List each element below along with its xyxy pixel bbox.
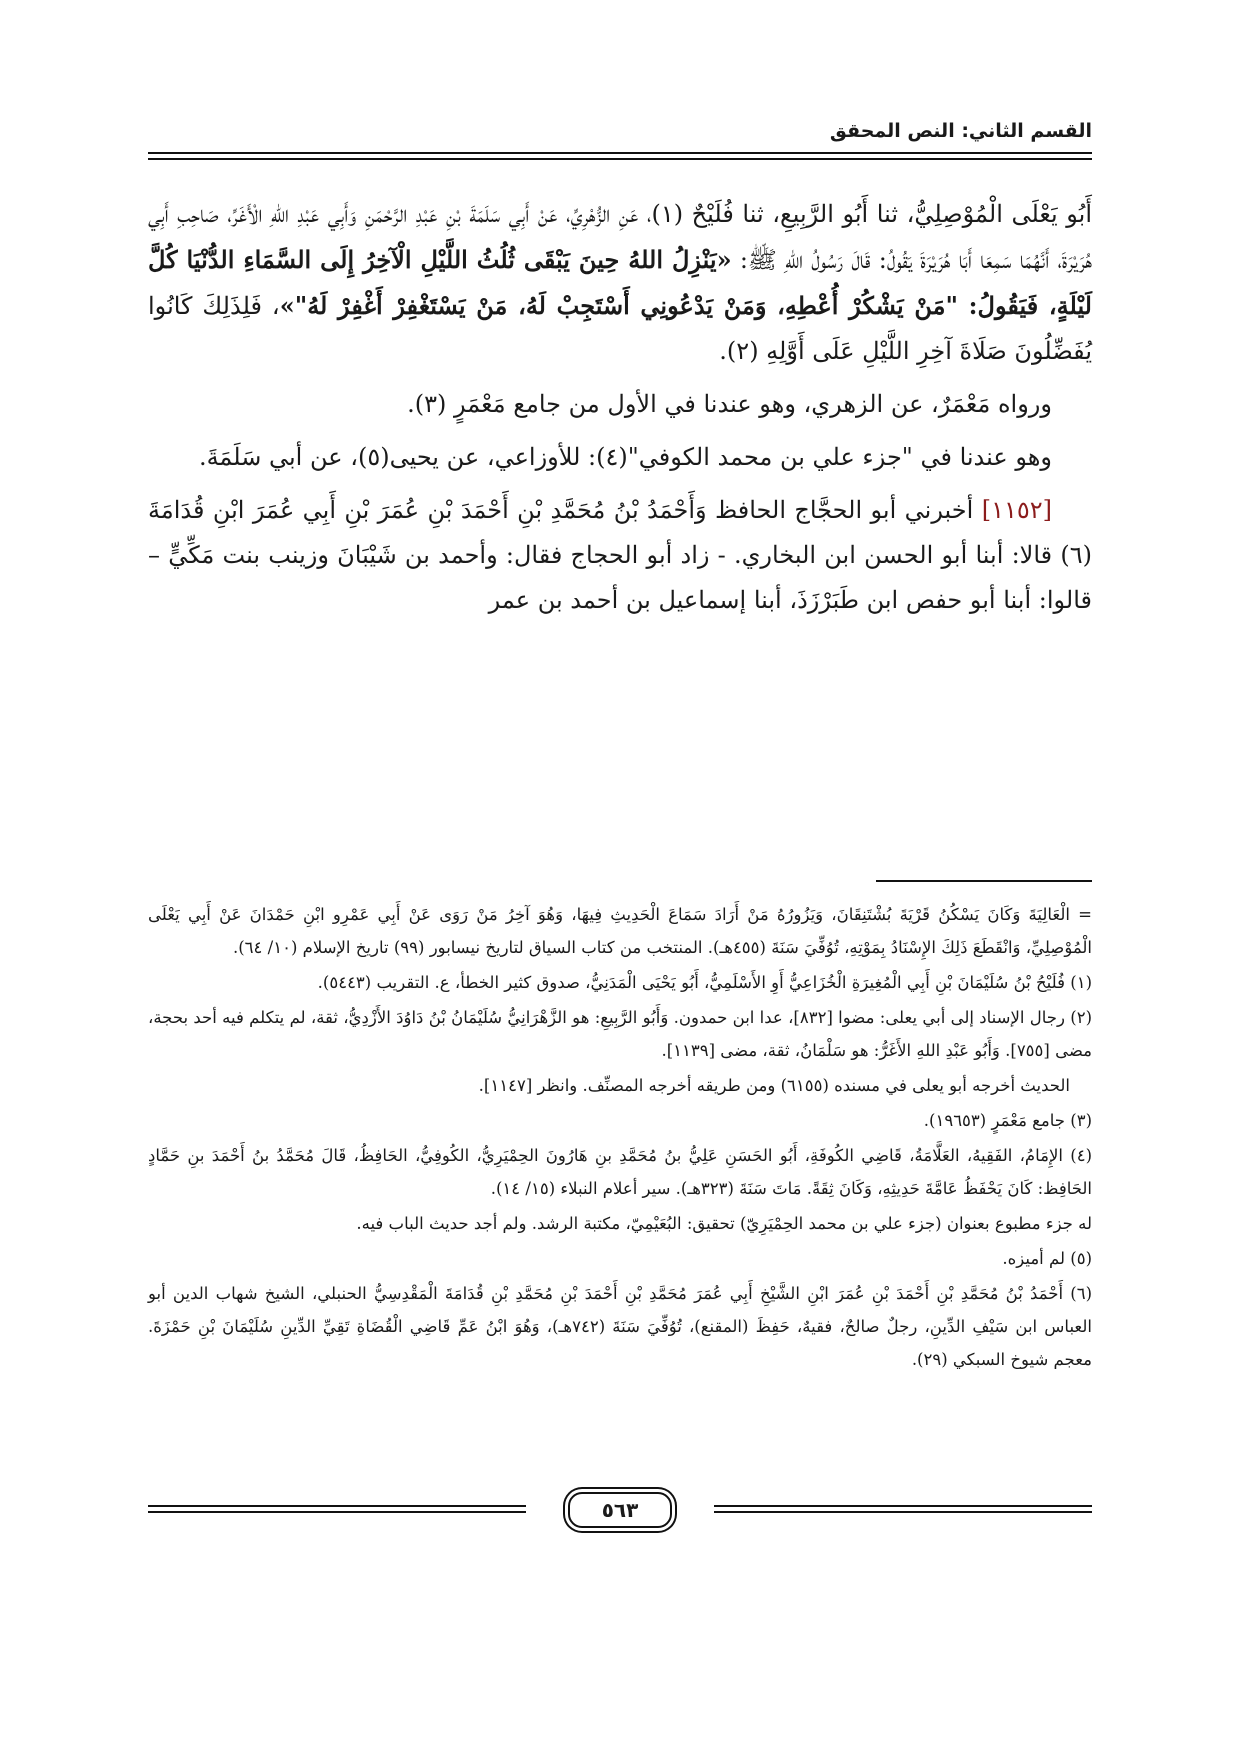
footnote-rule [876, 880, 1092, 882]
hadith-ending: ، فَلِذَلِكَ كَانُوا يُفَضِّلُونَ صَلَاةَ آخِرِ اللَّيْلِ عَلَى أَوَّلِهِ (٢). [148, 292, 1092, 365]
paragraph-1152-text: أخبرني أبو الحجَّاج الحافظ وَأَحْمَدُ بْنُ مُحَمَّدِ بْنِ أَحْمَدَ بْنِ عُمَرَ بْنِ أَبِي عُمَرَ ابْنِ قُدَامَةَ (٦) قالا: أبنا أبو الحسن ابن البخاري. - زاد أبو الحجاج فقال: وأحمد بن شَيْبَانَ وزينب بنت مَكِّيٍّ – قالوا: أبنا أبو حفص ابن طَبَرْزَذَ، أبنا إسماعيل بن أحمد بن عمر [148, 496, 1092, 614]
footnote-4: (٤) الإِمَامُ، الفَقِيهُ، العَلَّامَةُ، قَاضِي الكُوفَةِ، أَبُو الحَسَنِ عَلِيُّ بنُ مُحَمَّدِ بنِ هَارُونَ الحِمْيَرِيُّ، الكُوفِيُّ، الحَافِظُ، قَالَ مُحَمَّدُ بنُ أَحْمَدَ بنِ حَمَّادٍ الحَافِظ: كَانَ يَحْفَظُ عَامَّةَ حَدِيثِهِ، وَكَانَ ثِقَةً. مَاتَ سَنَةَ (٣٢٣هـ). سير أعلام النبلاء (١٥/ ١٤). [148, 1146, 1092, 1198]
footnote-6: (٦) أَحْمَدُ بْنُ مُحَمَّدِ بْنِ أَحْمَدَ بْنِ عُمَرَ ابْنِ الشَّيْخِ أَبِي عُمَرَ مُحَمَّدِ بْنِ أَحْمَدَ بْنِ مُحَمَّدِ بْنِ قُدَامَةَ الْمَقْدِسِيُّ الحنبلي، الشيخ شهاب الدين أبو العباس ابن سَيْفِ الدِّينِ، رجلٌ صالحٌ، فقيهٌ، حَفِظَ (المقنع)، تُوُفِّيَ سَنَةَ (٧٤٢هـ)، وَهُوَ ابْنُ عَمِّ قَاضِي الْقُضَاةِ تَقِيِّ الدِّينِ سُلَيْمَانَ بْنِ حَمْزَةَ. معجم شيوخ السبكي (٢٩). [148, 1284, 1092, 1369]
hadith-number: [١١٥٢] [981, 496, 1052, 524]
footnote-2-continued: الحديث أخرجه أبو يعلى في مسنده (٦١٥٥) ومن طريقه أخرجه المصنِّف. وانظر [١١٤٧]. [478, 1076, 1070, 1095]
footnotes [148, 898, 1092, 1378]
paragraph-juz: وهو عندنا في "جزء علي بن محمد الكوفي"(٤): للأوزاعي، عن يحيى(٥)، عن أبي سَلَمَةَ. [198, 443, 1052, 471]
footnote-4-continued: له جزء مطبوع بعنوان (جزء علي بن محمد الحِمْيَرِيّ) تحقيق: البُعَيْمِيّ، مكتبة الرشد. ولم أجد حديث الباب فيه. [356, 1214, 1092, 1233]
main-text [148, 192, 1092, 631]
book-page [148, 0, 1092, 1754]
paragraph-1152 [148, 488, 1092, 623]
running-header: القسم الثاني: النص المحقق [829, 120, 1092, 142]
paragraph-hadith [148, 192, 1092, 374]
footnote-5: (٥) لم أميزه. [1002, 1249, 1092, 1268]
footnote-continuation: = الْعَالِيَةَ وَكَانَ يَسْكُنُ قَرْيَةَ بُشْتَنِقَانَ، وَيَزُورُهُ مَنْ أَرَادَ سَمَاعَ الْحَدِيثِ فِيهَا، وَهُوَ آخِرُ مَنْ رَوَى عَنْ أَبِي عَمْرِو ابْنِ حَمْدَانَ عَنْ أَبِي يَعْلَى الْمُوْصِلِيِّ، وَانْقَطَعَ ذَلِكَ الإِسْنَادُ بِمَوْتِهِ، تُوُفِّيَ سَنَةَ (٤٥٥هـ). المنتخب من كتاب السياق لتاريخ نيسابور (٩٩) تاريخ الإسلام (١٠/ ٦٤). [148, 905, 1092, 957]
hadith-text: «يَنْزِلُ اللهُ حِينَ يَبْقَى ثُلُثُ اللَّيْلِ الْآخِرُ إِلَى السَّمَاءِ الدُّنْيَا كُلَّ لَيْلَةٍ، فَيَقُولُ: "مَنْ يَشْكُرْ أُعْطِهِ، وَمَنْ يَدْعُونِي أَسْتَجِبْ لَهُ، مَنْ يَسْتَغْفِرْ أَغْفِرْ لَهُ"» [148, 245, 1092, 320]
header-rule [148, 152, 1092, 160]
page-number: ٥٦٣ [568, 1492, 672, 1528]
footer-rule-left [148, 1505, 526, 1513]
footer-rule-right [714, 1505, 1092, 1513]
isnad-text: أَبُو يَعْلَى الْمُوْصِلِيُّ، ثنا أَبُو الرَّبِيعِ، ثنا فُلَيْحٌ (١)، عَنِ الزُّهْرِيِّ، عَنْ أَبِي سَلَمَةَ بْنِ عَبْدِ الرَّحْمَنِ وَأَبِي عَبْدِ اللهِ الْأَغَرِّ، صَاحِبِ أَبِي هُرَيْرَةَ، أَنَّهُمَا سَمِعَا أَبَا هُرَيْرَةَ يَقُولُ: قَالَ رَسُولُ اللهِ ﷺ: [148, 200, 1093, 274]
paragraph-mamar: ورواه مَعْمَرٌ، عن الزهري، وهو عندنا في الأول من جامع مَعْمَرٍ (٣). [407, 390, 1052, 418]
footnote-3: (٣) جامع مَعْمَرٍ (١٩٦٥٣). [923, 1111, 1092, 1130]
footnote-2: (٢) رجال الإسناد إلى أبي يعلى: مضوا [٨٣٢]، عدا ابن حمدون. وَأَبُو الرَّبِيعِ: هو الزَّهْرَانِيُّ سُلَيْمَانُ بْنُ دَاوُدَ الأَزْدِيُّ، ثقة، لم يتكلم فيه أحد بحجة، مضى [٧٥٥]. وَأَبُو عَبْدِ اللهِ الأَغَرُّ: هو سَلْمَانُ، ثقة، مضى [١١٣٩]. [148, 1008, 1092, 1060]
footnote-1: (١) فُلَيْحُ بْنُ سُلَيْمَانَ بْنِ أَبِي الْمُغِيرَةِ الْخُزَاعِيُّ أَوِ الأَسْلَمِيُّ، أَبُو يَحْيَى الْمَدَنِيُّ، صدوق كثير الخطأ، ع. التقريب (٥٤٤٣). [317, 973, 1092, 992]
